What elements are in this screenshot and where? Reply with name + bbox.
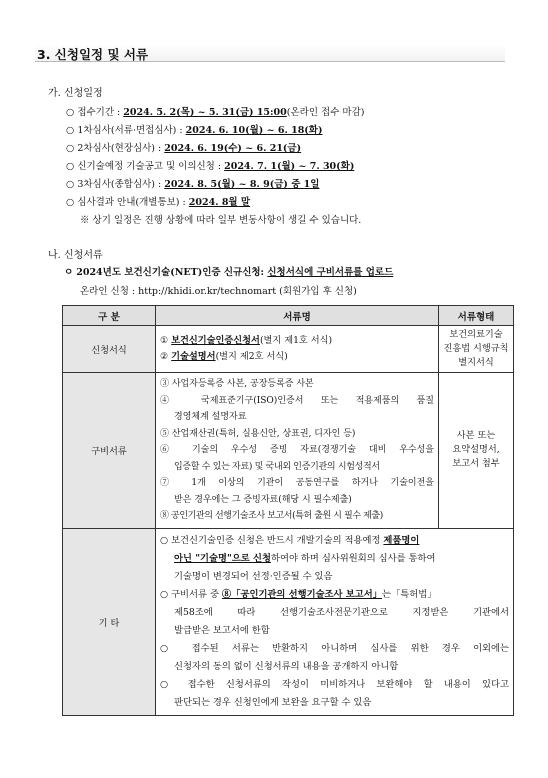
schedule-note: ※ 상기 일정은 진행 상황에 따라 일부 변동사항이 생길 수 있습니다. [80, 215, 362, 226]
required-type: 사본 또는 요약설명서, 보고서 첨부 [439, 373, 514, 529]
header-category: 구 분 [63, 306, 156, 326]
bullet-circle-icon: ㅇ [64, 267, 74, 278]
schedule-item: ○ 3차심사(종합심사) : 2024. 8. 5(월) ~ 8. 9(금) 중 1일 [66, 179, 320, 190]
schedule-item: ○ 2차심사(현장심사) : 2024. 6. 19(수) ~ 6. 21(금) [66, 143, 302, 154]
header-document-name: 서류명 [156, 306, 439, 326]
section-header [35, 44, 505, 62]
bullet-circle-icon: ○ [66, 107, 78, 118]
schedule-item: ○ 신기술예정 기술공고 및 이의신청 : 2024. 7. 1(월) ~ 7. 30(화) [66, 161, 355, 172]
schedule-item: ○ 심사결과 안내(개별통보) : 2024. 8월 말 [66, 197, 251, 208]
form-item-1: ① 보건신기술인증신청서(별지 제1호 서식) [160, 334, 333, 346]
forms-documents [156, 326, 439, 373]
other-category: 기 타 [63, 528, 156, 715]
online-application: 온라인 신청 : http://khidi.or.kr/technomart (회원가입 후 신청) [80, 286, 357, 297]
schedule-heading: 가. 신청일정 [48, 88, 103, 99]
schedule-item: ○ 접수기간 : 2024. 5. 2(목) ~ 5. 31(금) 15:00(온라인 접수 마감) [66, 107, 365, 118]
bullet-circle-icon: ○ [66, 197, 78, 208]
documents-heading: 나. 신청서류 [48, 250, 103, 261]
required-documents: ③ 사업자등록증 사본, 공장등록증 사본 ④ 국제표준기구(ISO)인증서 또는 적용제품의 품질 경영체계 설명자료 ⑤ 산업재산권(특허, 실용신안, 상표권, 디자인 등) ⑥ 기술의 우수성 증빙 자료(경쟁기술 대비 우수성을 입증할 수 있는 자료) 및 국내외 인증기관의 시험성적서 ⑦ 1개 이상의 기관이 공동연구를 하거나 기술이전을 받은 경우에는 그 증빙자료(해당 시 필수제출) ⑧ 공인기관의 선행기술조사 보고서(특허 출원 시 필수 제출) [156, 373, 439, 529]
table-header-row [63, 306, 514, 326]
header-document-type: 서류형태 [439, 306, 514, 326]
required-category: 구비서류 [63, 373, 156, 529]
table-row-other [63, 528, 514, 715]
schedule-item: ○ 1차심사(서류·면접심사) : 2024. 6. 10(월) ~ 6. 18(화) [66, 125, 323, 136]
documents-table [62, 305, 514, 716]
upload-highlight: 신청서식에 구비서류를 업로드 [267, 267, 394, 278]
section-title: 3. 신청일정 및 서류 [37, 47, 149, 62]
form-item-2: ② 기술설명서(별지 제2호 서식) [160, 351, 288, 362]
forms-category: 신청서식 [63, 326, 156, 373]
upload-instruction [64, 264, 393, 278]
bullet-circle-icon: ○ [66, 143, 78, 154]
table-row-required [63, 373, 514, 529]
table-row-forms [63, 326, 514, 373]
bullet-circle-icon: ○ [66, 161, 78, 172]
bullet-circle-icon: ○ [66, 179, 78, 190]
bullet-circle-icon: ○ [66, 125, 78, 136]
upload-prefix: 2024년도 보건신기술(NET)인증 신규신청: [76, 267, 268, 278]
forms-type: 보건의료기술 진흥법 시행규칙 별지서식 [439, 326, 514, 373]
other-notes: ○ 보건신기술인증 신청은 반드시 개발기술의 적용예정 제품명이 아닌 "기술명"으로 신청하여야 하며 심사위원회의 심사를 통하여 기술명이 변경되어 선정·인증될 수 있음 ○ 구비서류 중 ⑧「공인기관의 선행기술조사 보고서」는「특허법」 제58조에 따라 선행기술조사전문기관으로 지정받은 기관에서 발급받은 보고서에 한함 ○ 접수된 서류는 반환하지 아니하며 심사를 위한 경우 이외에는 신청자의 동의 없이 신청서류의 내용을 공개하지 아니함 ○ 접수한 신청서류의 작성이 미비하거나 보완해야 할 내용이 있다고 판단되는 경우 신청인에게 보완을 요구할 수 있음 [156, 528, 514, 715]
